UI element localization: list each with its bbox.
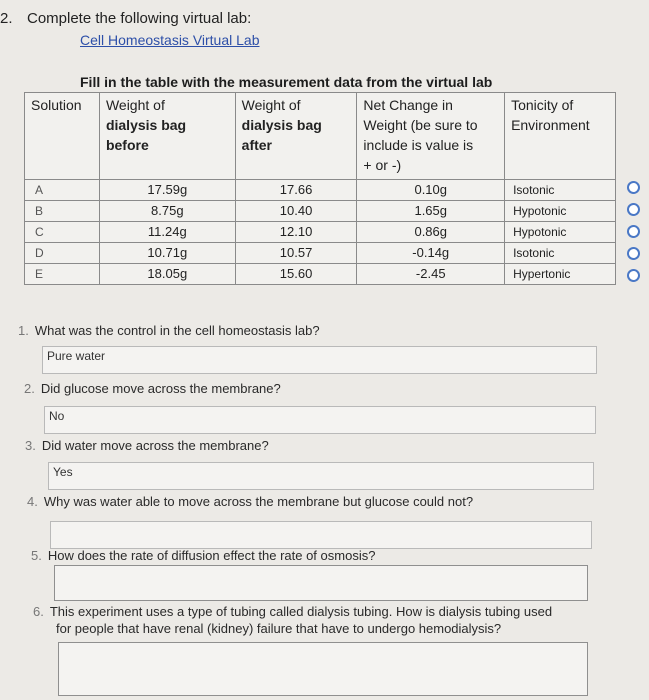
header-weight-before xyxy=(99,93,235,180)
header-label: Solution xyxy=(31,97,82,113)
question-6 xyxy=(33,603,552,637)
cell-net-change[interactable]: 1.65g xyxy=(357,201,505,222)
cell-solution[interactable]: C xyxy=(25,222,100,243)
cell-tonicity[interactable]: Hypotonic xyxy=(505,201,616,222)
question-number: 2. xyxy=(0,10,13,27)
question-text: What was the control in the cell homeostasis lab? xyxy=(34,323,320,338)
question-text: Why was water able to move across the membrane but glucose could not? xyxy=(43,494,474,509)
header-label: dialysis bag xyxy=(241,117,322,133)
table-row xyxy=(25,201,616,222)
question-number: 1. xyxy=(18,323,29,338)
cell-weight-before[interactable]: 10.71g xyxy=(99,243,235,264)
header-label: Net Change in xyxy=(363,97,453,113)
question-5 xyxy=(31,548,375,563)
question-text: for people that have renal (kidney) failure that have to undergo hemodialysis? xyxy=(56,621,502,636)
table-caption: Fill in the table with the measurement data from the virtual lab xyxy=(80,74,493,90)
cell-weight-after[interactable]: 10.40 xyxy=(235,201,357,222)
cell-weight-after[interactable]: 12.10 xyxy=(235,222,357,243)
answer-field[interactable]: No xyxy=(44,406,596,434)
answer-field[interactable] xyxy=(58,642,588,696)
question-number: 3. xyxy=(25,438,36,453)
answer-field[interactable]: Pure water xyxy=(42,346,597,374)
header-label: dialysis bag xyxy=(105,117,187,133)
header-net-change xyxy=(357,93,505,180)
header-label: Weight (be sure to xyxy=(363,117,478,133)
radio-circle-icon[interactable] xyxy=(627,203,640,216)
radio-circle-icon[interactable] xyxy=(627,269,640,282)
cell-solution[interactable]: B xyxy=(25,201,100,222)
question-4 xyxy=(27,494,473,509)
header-weight-after xyxy=(235,93,357,180)
cell-solution[interactable]: E xyxy=(25,264,100,285)
cell-weight-before[interactable]: 8.75g xyxy=(99,201,235,222)
question-3 xyxy=(25,438,269,453)
cell-tonicity[interactable]: Isotonic xyxy=(505,243,616,264)
table-row xyxy=(25,264,616,285)
header-label: Environment xyxy=(511,117,590,133)
question-text: Did water move across the membrane? xyxy=(41,438,269,453)
question-number: 5. xyxy=(31,548,42,563)
question-1 xyxy=(18,323,320,338)
answer-field[interactable] xyxy=(54,565,588,601)
cell-tonicity[interactable]: Hypertonic xyxy=(505,264,616,285)
cell-net-change[interactable]: -0.14g xyxy=(357,243,505,264)
header-label: before xyxy=(105,137,149,153)
question-text: Did glucose move across the membrane? xyxy=(40,381,281,396)
radio-circle-icon[interactable] xyxy=(627,225,640,238)
radio-circle-icon[interactable] xyxy=(627,181,640,194)
table-row xyxy=(25,180,616,201)
cell-solution[interactable]: D xyxy=(25,243,100,264)
header-label: Weight of xyxy=(241,97,301,113)
header-label: + or -) xyxy=(363,157,402,173)
page-title: Complete the following virtual lab: xyxy=(27,10,252,27)
header-label: Weight of xyxy=(105,97,165,113)
cell-weight-after[interactable]: 10.57 xyxy=(235,243,357,264)
virtual-lab-link[interactable]: Cell Homeostasis Virtual Lab xyxy=(80,32,260,48)
cell-weight-before[interactable]: 17.59g xyxy=(99,180,235,201)
table-row xyxy=(25,243,616,264)
answer-field[interactable] xyxy=(50,521,592,549)
cell-net-change[interactable]: 0.86g xyxy=(357,222,505,243)
header-label: include is value is xyxy=(363,137,474,153)
header-label: after xyxy=(241,137,273,153)
question-text: How does the rate of diffusion effect the rate of osmosis? xyxy=(47,548,376,563)
header-tonicity xyxy=(505,93,616,180)
row-radio-group xyxy=(627,181,639,291)
cell-weight-before[interactable]: 18.05g xyxy=(99,264,235,285)
cell-weight-before[interactable]: 11.24g xyxy=(99,222,235,243)
cell-weight-after[interactable]: 15.60 xyxy=(235,264,357,285)
header-label: Tonicity of xyxy=(511,97,574,113)
cell-tonicity[interactable]: Hypotonic xyxy=(505,222,616,243)
question-number: 2. xyxy=(24,381,35,396)
answer-field[interactable]: Yes xyxy=(48,462,594,490)
header-solution xyxy=(25,93,100,180)
table-header-row xyxy=(25,93,616,180)
cell-weight-after[interactable]: 17.66 xyxy=(235,180,357,201)
question-number: 6. xyxy=(33,604,44,619)
question-number: 4. xyxy=(27,494,38,509)
cell-solution[interactable]: A xyxy=(25,180,100,201)
radio-circle-icon[interactable] xyxy=(627,247,640,260)
table-row xyxy=(25,222,616,243)
question-text: This experiment uses a type of tubing called dialysis tubing. How is dialysis tubing used xyxy=(49,604,553,619)
measurement-table xyxy=(24,92,616,285)
cell-tonicity[interactable]: Isotonic xyxy=(505,180,616,201)
cell-net-change[interactable]: 0.10g xyxy=(357,180,505,201)
question-2 xyxy=(24,381,281,396)
cell-net-change[interactable]: -2.45 xyxy=(357,264,505,285)
